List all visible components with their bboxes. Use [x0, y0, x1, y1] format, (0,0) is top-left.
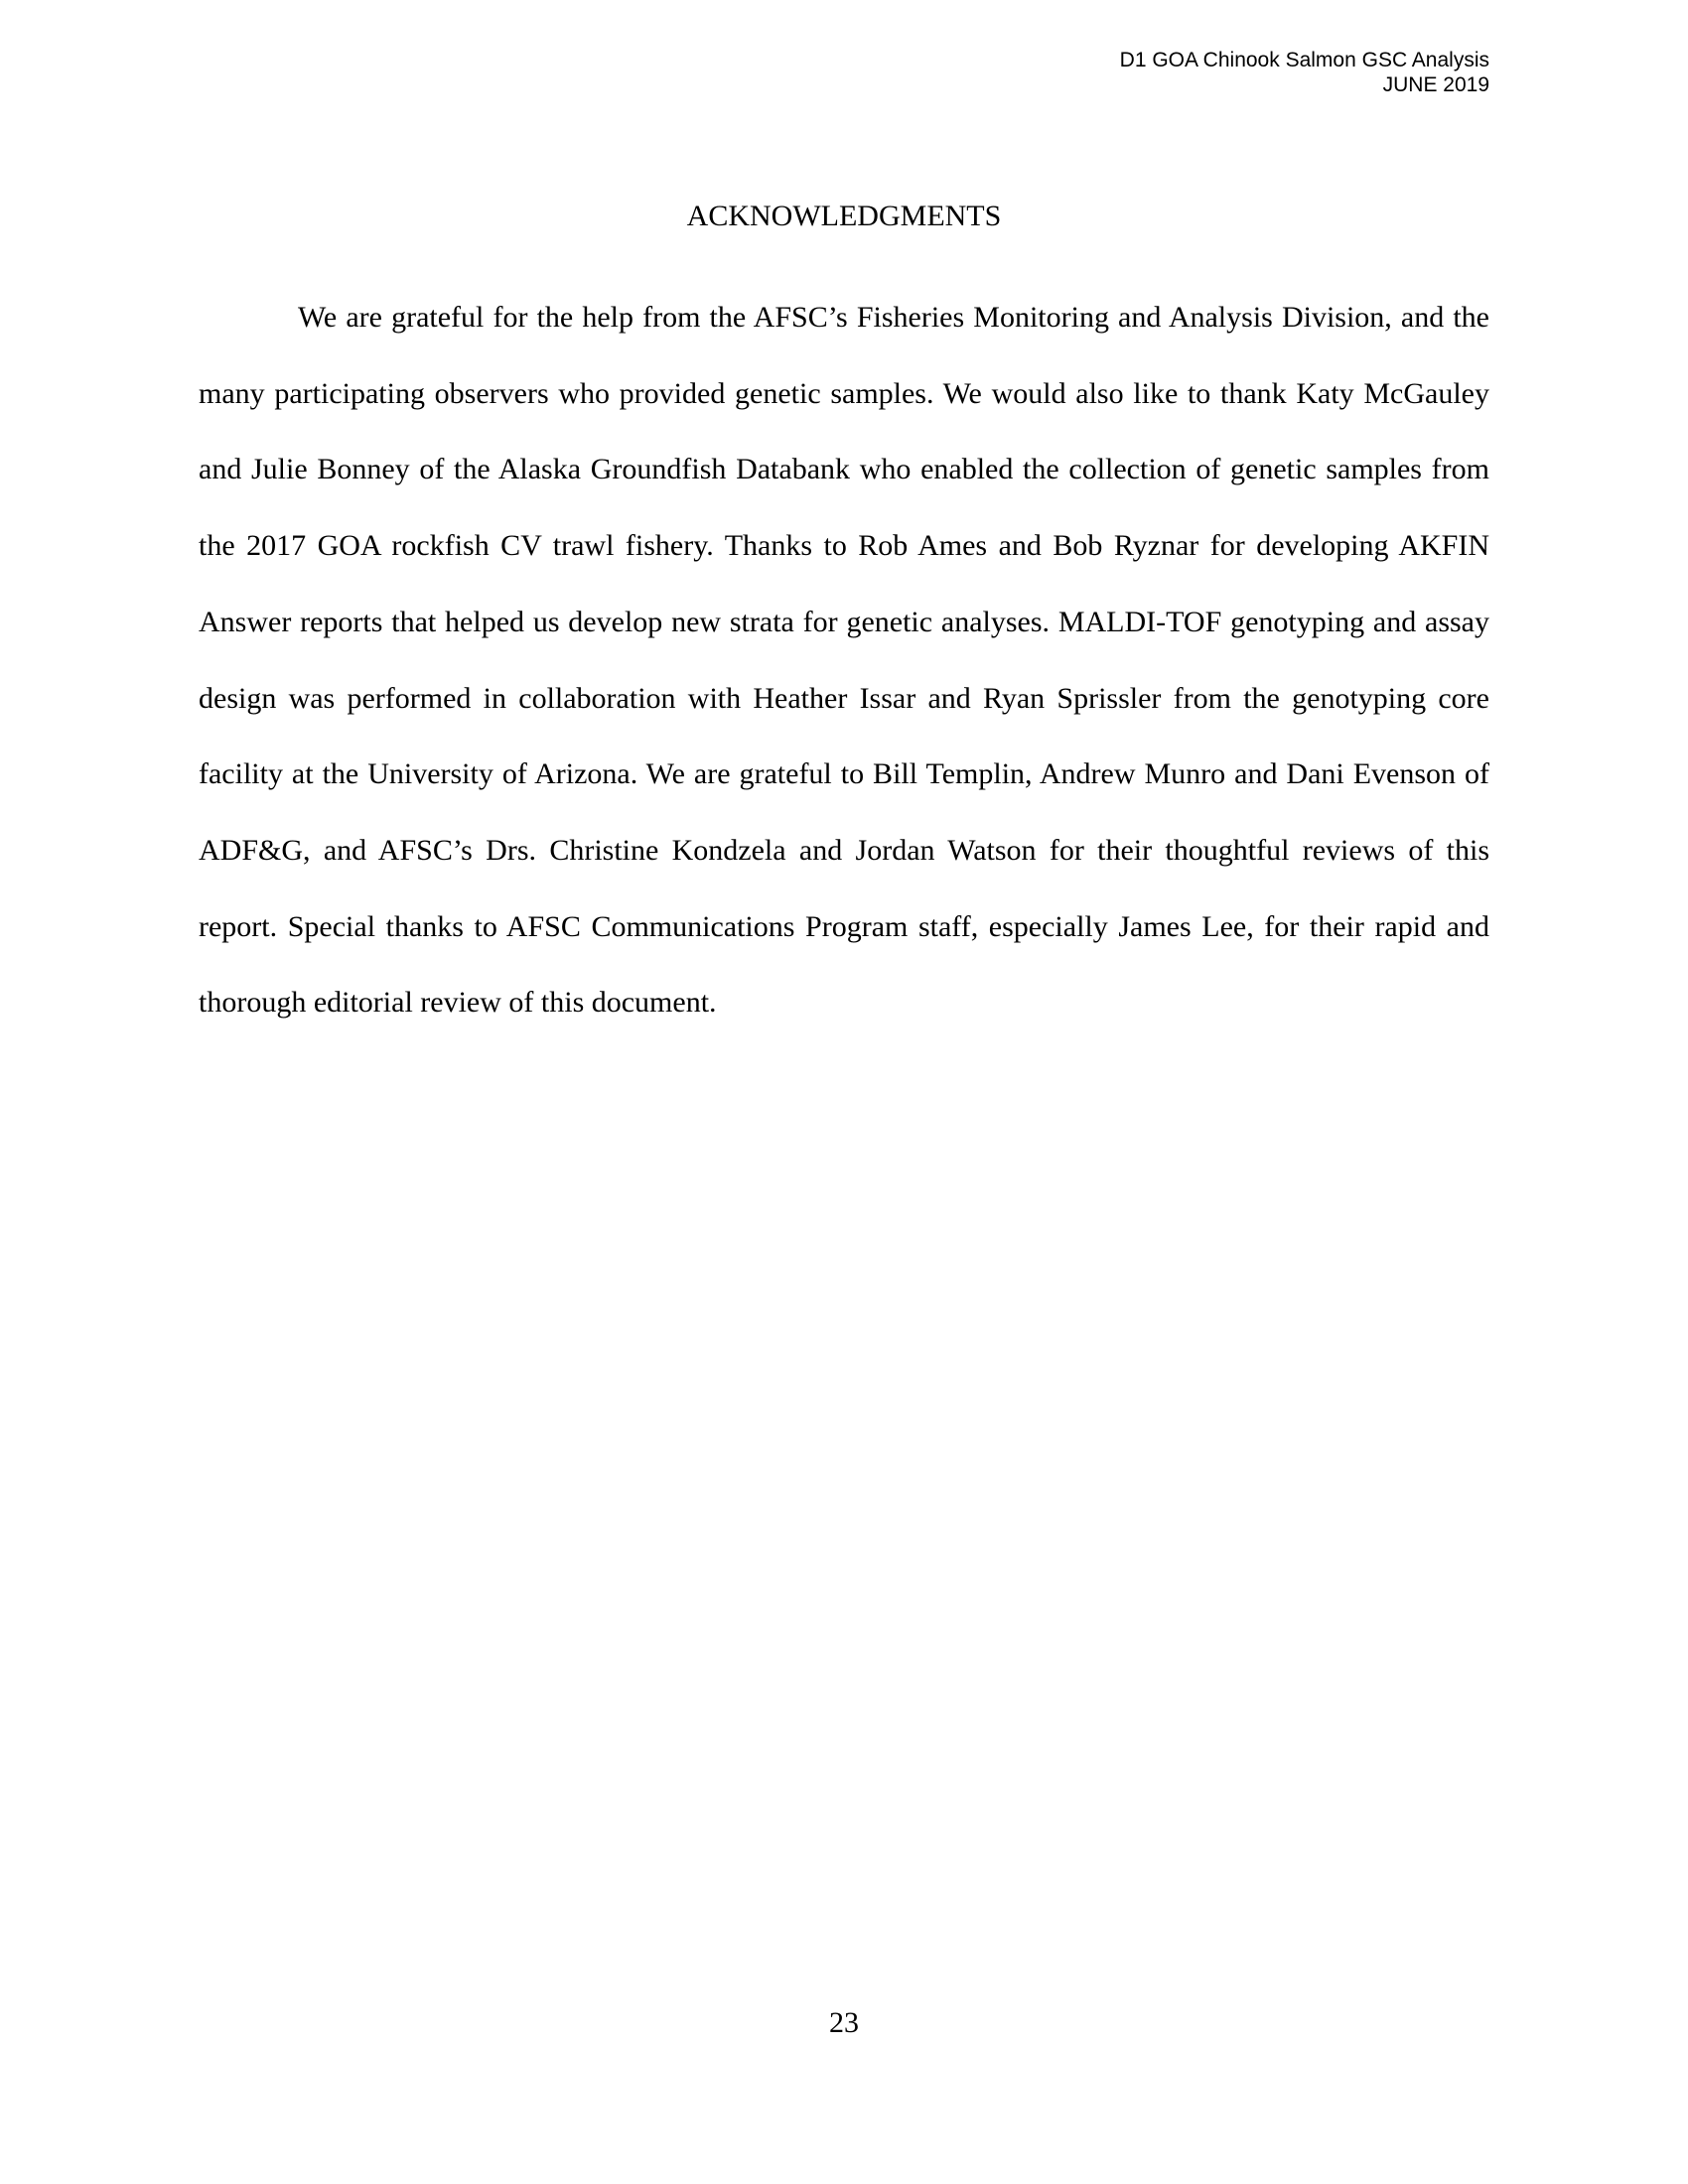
- acknowledgments-paragraph: We are grateful for the help from the AFSC’s Fisheries Monitoring and Analysis Division, and the many participating observers who provided genetic samples. We would also like to thank Katy McGauley and Julie Bonney of the Alaska Groundfish Databank who enabled the collection of genetic samples from the 2017 GOA rockfish CV trawl fishery. Thanks to Rob Ames and Bob Ryznar for developing AKFIN Answer reports that helped us develop new strata for genetic analyses. MALDI-TOF genotyping and assay design was performed in collaboration with Heather Issar and Ryan Sprissler from the genotyping core facility at the University of Arizona. We are grateful to Bill Templin, Andrew Munro and Dani Evenson of ADF&G, and AFSC’s Drs. Christine Kondzela and Jordan Watson for their thoughtful reviews of this report. Special thanks to AFSC Communications Program staff, especially James Lee, for their rapid and thorough editorial review of this document.: [199, 301, 1489, 1020]
- running-header: [1120, 48, 1489, 97]
- header-report-title: D1 GOA Chinook Salmon GSC Analysis: [1119, 49, 1489, 71]
- page-number: 23: [829, 2006, 859, 2039]
- section-title: ACKNOWLEDGMENTS: [686, 200, 1002, 232]
- header-report-date: JUNE 2019: [1382, 73, 1489, 96]
